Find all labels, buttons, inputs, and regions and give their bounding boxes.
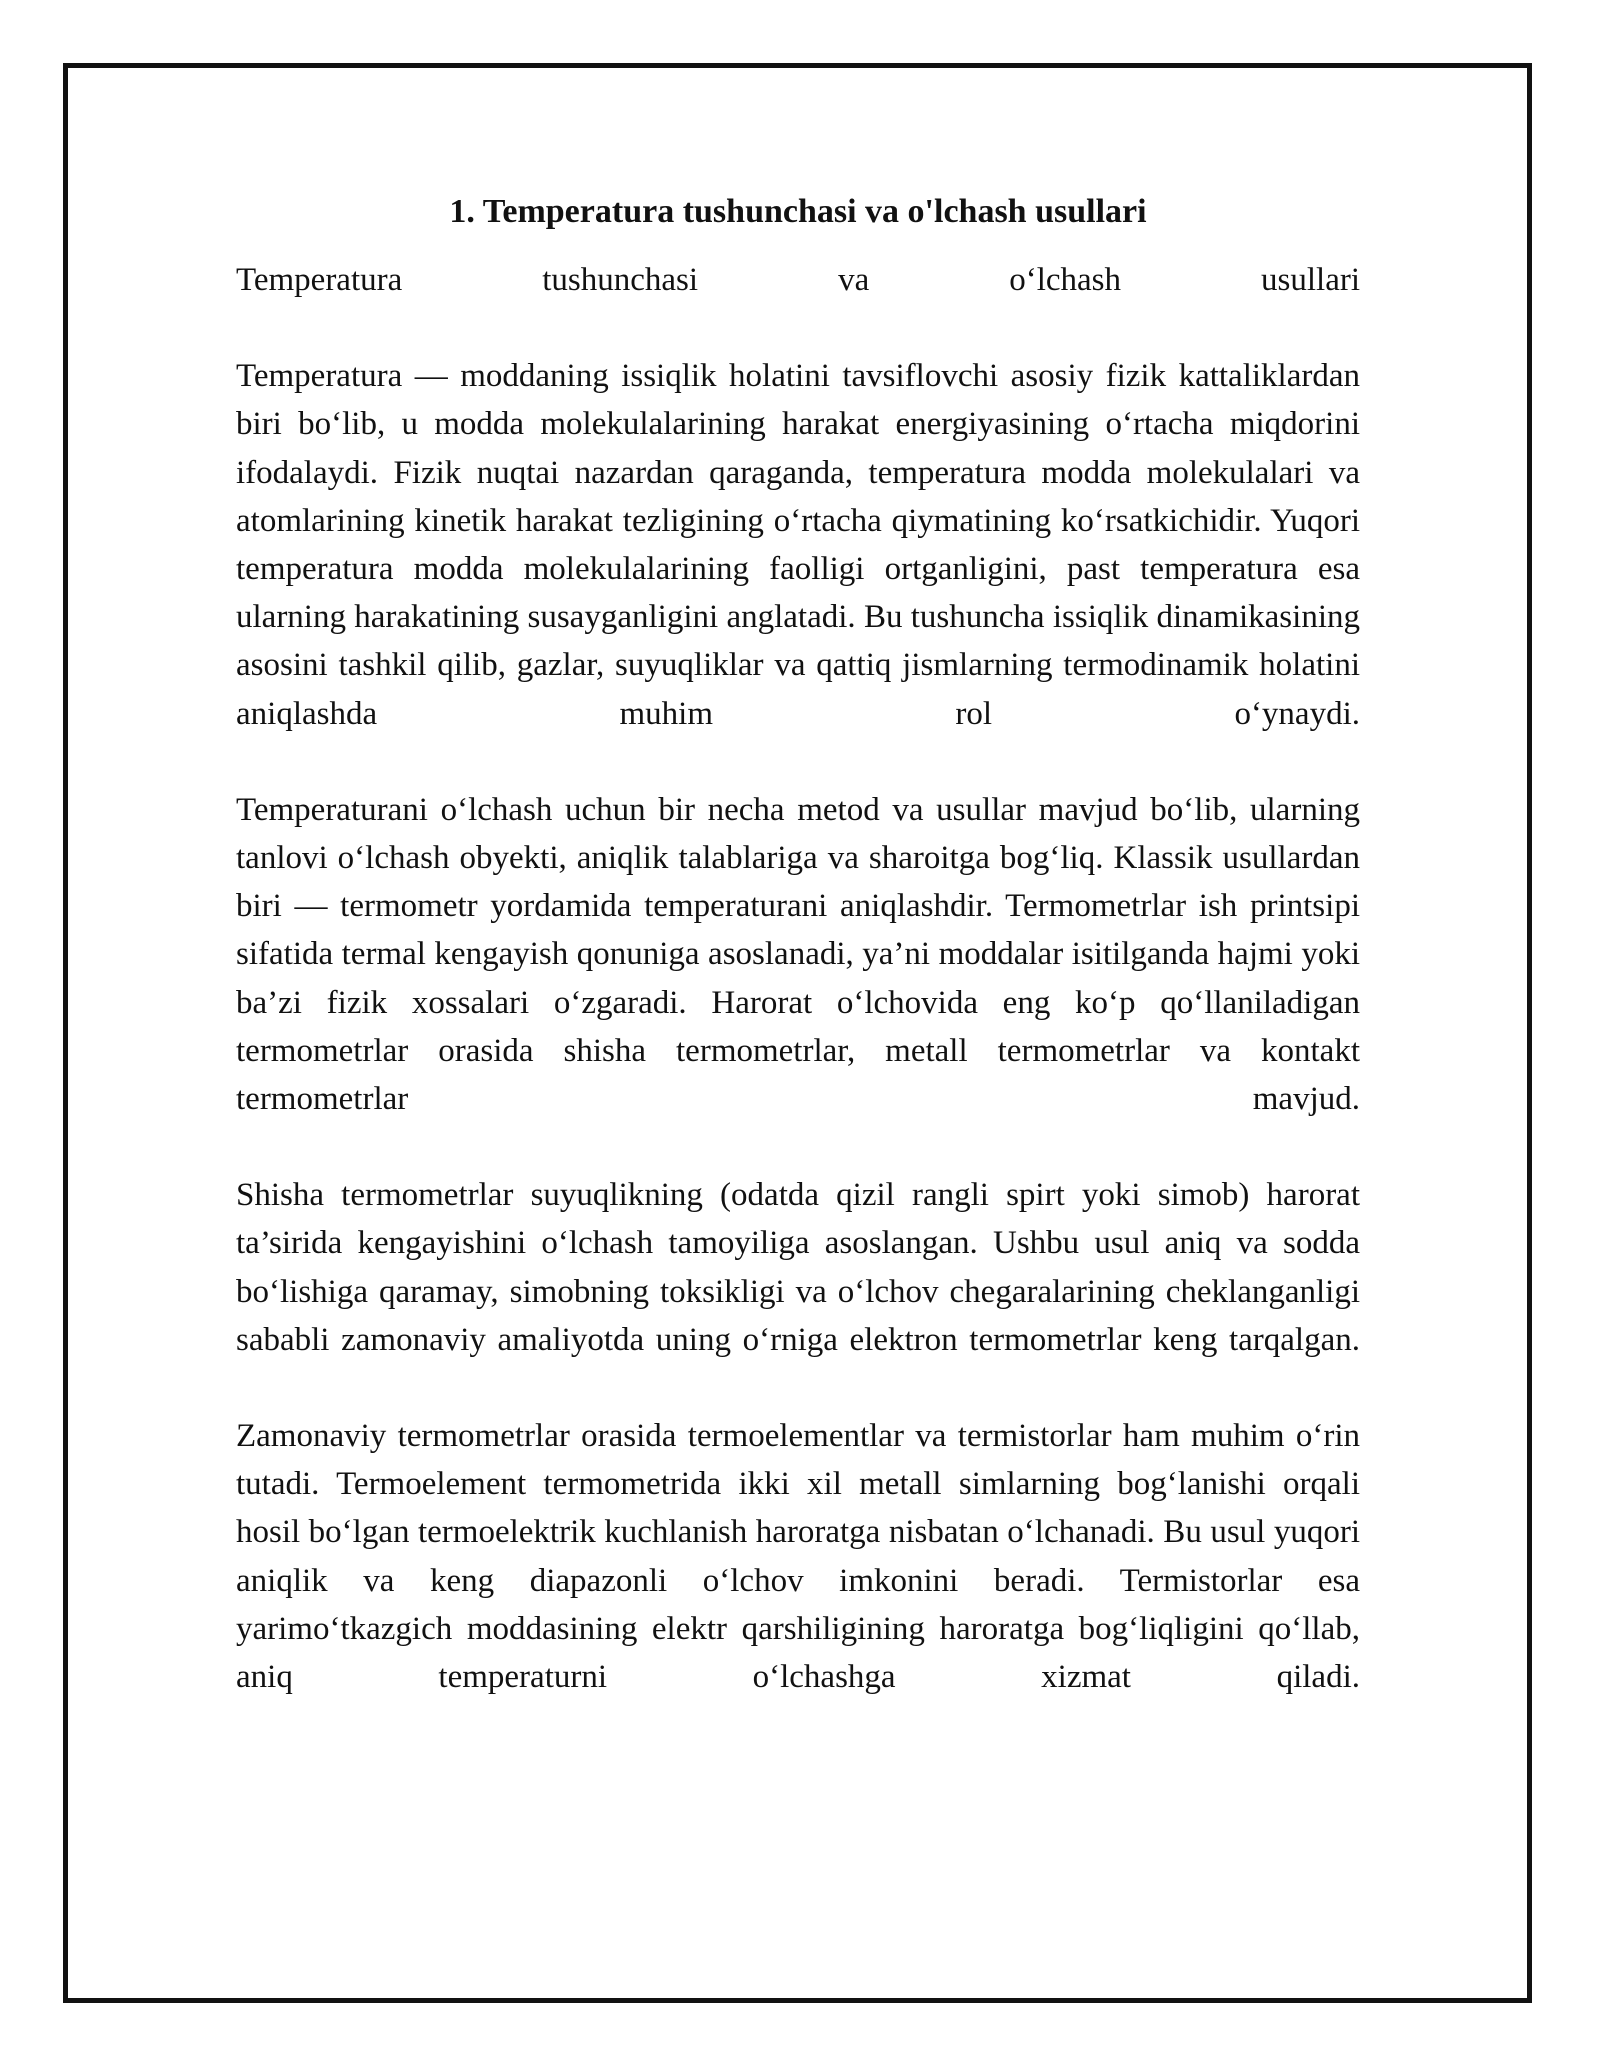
document-body bbox=[236, 188, 1360, 1701]
paragraph-gap bbox=[236, 304, 1360, 352]
paragraph-gap bbox=[236, 1123, 1360, 1171]
paragraph-gap bbox=[236, 1364, 1360, 1412]
paragraph-4: Zamonaviy termometrlar orasida termoelementlar va termistorlar ham muhim oʻrin tutadi. Termoelement termometrida ikki xil metall simlarning bogʻlanishi orqali hosil boʻlgan termoelektrik kuchlanish haroratga nisbatan oʻlchanadi. Bu usul yuqori aniqlik va keng diapazonli oʻlchov imkonini beradi. Termistorlar esa yarimoʻtkazgich moddasining elektr qarshiligining haroratga bogʻliqligini qoʻllab, aniq temperaturni oʻlchashga xizmat qiladi. bbox=[236, 1418, 1360, 1696]
paragraph-gap bbox=[236, 738, 1360, 786]
paragraph-3: Shisha termometrlar suyuqlikning (odatda qizil rangli spirt yoki simob) harorat ta’sirida kengayishini oʻlchash tamoyiliga asoslangan. Ushbu usul aniq va sodda boʻlishiga qaramay, simobning toksikligi va oʻlchov chegaralarining cheklanganligi sababli zamonaviy amaliyotda uning oʻrniga elektron termometrlar keng tarqalgan. bbox=[236, 1177, 1360, 1358]
section-subtitle: Temperatura tushunchasi va oʻlchash usullari bbox=[236, 262, 1360, 298]
paragraph-2: Temperaturani oʻlchash uchun bir necha metod va usullar mavjud boʻlib, ularning tanlovi oʻlchash obyekti, aniqlik talablariga va sharoitga bogʻliq. Klassik usullardan biri — termometr yordamida temperaturani aniqlashdir. Termometrlar ish printsipi sifatida termal kengayish qonuniga asoslanadi, ya’ni moddalar isitilganda hajmi yoki ba’zi fizik xossalari oʻzgaradi. Harorat oʻlchovida eng koʻp qoʻllaniladigan termometrlar orasida shisha termometrlar, metall termometrlar va kontakt termometrlar mavjud. bbox=[236, 791, 1360, 1118]
document-title: 1. Temperatura tushunchasi va o'lchash usullari bbox=[449, 193, 1147, 230]
paragraph-1: Temperatura — moddaning issiqlik holatini tavsiflovchi asosiy fizik kattaliklardan biri boʻlib, u modda molekulalarining harakat energiyasining oʻrtacha miqdorini ifodalaydi. Fizik nuqtai nazardan qaraganda, temperatura modda molekulalari va atomlarining kinetik harakat tezligining oʻrtacha qiymatining koʻrsatkichidir. Yuqori temperatura modda molekulalarining faolligi ortganligini, past temperatura esa ularning harakatining susayganligini anglatadi. Bu tushuncha issiqlik dinamikasining asosini tashkil qilib, gazlar, suyuqliklar va qattiq jismlarning termodinamik holatini aniqlashda muhim rol oʻynaydi. bbox=[236, 358, 1360, 732]
